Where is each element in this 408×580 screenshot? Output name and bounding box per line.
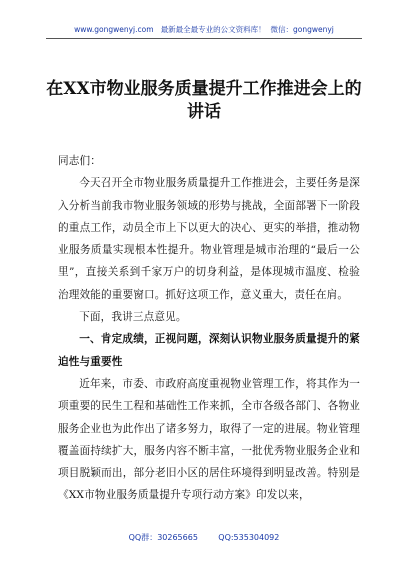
header-site-link[interactable]: www.gongwenyj.com (74, 25, 154, 34)
header-slogan: 最新最全最专业的公文资料库！ (160, 25, 266, 34)
document-body (58, 150, 360, 507)
header-wechat: 微信：gongwenyj (270, 25, 334, 34)
section-heading: 一、肯定成绩，正视问题，深刻认识物业服务质量提升的紧迫性与重要性 (58, 333, 360, 368)
footer-qq-group: QQ群：30265665 (128, 533, 198, 542)
body-paragraph: 下面，我讲三点意见。 (79, 311, 187, 324)
footer-qq: QQ:535304092 (218, 533, 280, 542)
header-divider (46, 38, 362, 39)
body-paragraph: 近年来，市委、市政府高度重视物业管理工作，将其作为一项重要的民生工程和基础性工作来抓，全市各级各部门、各物业服务企业也为此作出了诸多努力，取得了一定的进展。物业管理覆盖面持续扩大，服务内容不断丰富，一批优秀物业服务企业和项目脱颖而出，部分老旧小区的居住环境得到明显改善。特别是《XX市物业服务质量提升专项行动方案》印发以来， (58, 377, 360, 502)
body-paragraph: 今天召开全市物业服务质量提升工作推进会，主要任务是深入分析当前我市物业服务领域的形势与挑战，全面部署下一阶段的重点工作，动员全市上下以更大的决心、更实的举措，推动物业服务质量实现根本性提升。物业管理是城市治理的“最后一公里”，直接关系到千家万户的切身利益，是体现城市温度、检验治理效能的重要窗口。抓好这项工作，意义重大，责任在肩。 (58, 177, 360, 301)
document-title: 在XX市物业服务质量提升工作推进会上的讲话 (46, 79, 362, 122)
page-header (0, 24, 408, 35)
page-footer (0, 532, 408, 543)
salutation: 同志们： (58, 155, 101, 167)
